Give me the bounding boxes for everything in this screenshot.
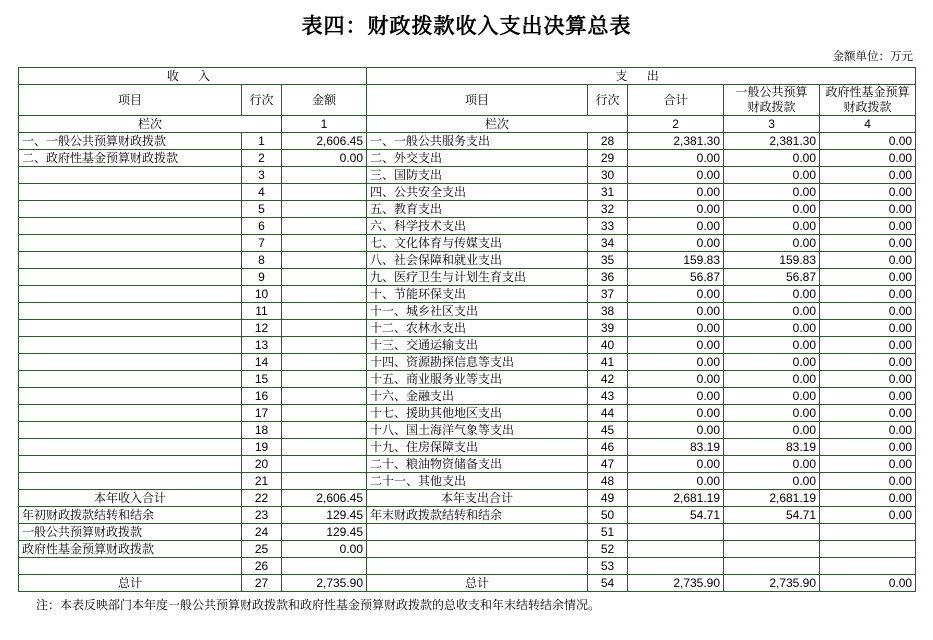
expense-general-cell: 0.00 [724, 337, 820, 354]
income-item-cell [19, 422, 242, 439]
expense-total-cell: 159.83 [628, 252, 724, 269]
expense-rowno-cell: 49 [588, 490, 628, 507]
income-amount-header: 金额 [282, 85, 367, 116]
income-rowno-cell: 16 [242, 388, 282, 405]
expense-rowno-cell: 52 [588, 541, 628, 558]
expense-total-cell: 0.00 [628, 235, 724, 252]
expense-general-header [724, 85, 820, 116]
expense-fund-cell [820, 541, 916, 558]
expense-rowno-cell: 41 [588, 354, 628, 371]
income-amount-cell: 0.00 [282, 541, 367, 558]
income-item-cell [19, 456, 242, 473]
expense-rowno-cell: 51 [588, 524, 628, 541]
expense-item-cell: 二十、粮油物资储备支出 [367, 456, 588, 473]
expense-total-cell: 0.00 [628, 388, 724, 405]
income-rowno-header: 行次 [242, 85, 282, 116]
expense-total-cell: 0.00 [628, 201, 724, 218]
expense-fund-cell: 0.00 [820, 575, 916, 592]
expense-item-cell: 九、医疗卫生与计划生育支出 [367, 269, 588, 286]
expense-total-cell: 0.00 [628, 456, 724, 473]
table-row [19, 439, 916, 456]
table-row [19, 303, 916, 320]
expense-fund-cell: 0.00 [820, 235, 916, 252]
income-amount-cell [282, 439, 367, 456]
page-title: 表四：财政拨款收入支出决算总表 [301, 14, 632, 38]
table-row [19, 575, 916, 592]
table-row [19, 507, 916, 524]
income-amount-cell [282, 456, 367, 473]
income-item-cell [19, 201, 242, 218]
table-colno-row [19, 116, 916, 133]
expense-general-cell: 159.83 [724, 252, 820, 269]
expense-general-cell: 0.00 [724, 303, 820, 320]
income-rowno-cell: 4 [242, 184, 282, 201]
expense-general-cell: 0.00 [724, 286, 820, 303]
income-amount-cell [282, 184, 367, 201]
expense-item-cell: 十四、资源勘探信息等支出 [367, 354, 588, 371]
income-rowno-cell: 24 [242, 524, 282, 541]
expense-total-cell: 0.00 [628, 184, 724, 201]
income-rowno-cell: 22 [242, 490, 282, 507]
expense-total-cell: 0.00 [628, 405, 724, 422]
expense-total-cell: 83.19 [628, 439, 724, 456]
expense-total-cell: 0.00 [628, 422, 724, 439]
income-amount-cell [282, 252, 367, 269]
income-amount-cell [282, 201, 367, 218]
expense-item-cell: 十三、交通运输支出 [367, 337, 588, 354]
income-amount-cell: 2,606.45 [282, 490, 367, 507]
income-rowno-cell: 18 [242, 422, 282, 439]
income-rowno-cell: 10 [242, 286, 282, 303]
expense-total-cell: 2,681.19 [628, 490, 724, 507]
expense-fund-cell: 0.00 [820, 422, 916, 439]
expense-fund-cell: 0.00 [820, 490, 916, 507]
income-amount-cell [282, 473, 367, 490]
table-row [19, 490, 916, 507]
expense-item-cell: 十一、城乡社区支出 [367, 303, 588, 320]
income-item-cell: 二、政府性基金预算财政拨款 [19, 150, 242, 167]
expense-total-cell: 2,735.90 [628, 575, 724, 592]
income-amount-cell [282, 388, 367, 405]
expense-item-cell [367, 558, 588, 575]
expense-colno-3: 3 [724, 116, 820, 133]
table-row [19, 456, 916, 473]
expense-general-cell: 0.00 [724, 388, 820, 405]
expense-rowno-cell: 47 [588, 456, 628, 473]
expense-fund-cell: 0.00 [820, 456, 916, 473]
income-amount-cell [282, 405, 367, 422]
income-rowno-cell: 11 [242, 303, 282, 320]
income-amount-cell: 0.00 [282, 150, 367, 167]
expense-general-cell: 56.87 [724, 269, 820, 286]
expense-rowno-cell: 38 [588, 303, 628, 320]
income-rowno-cell: 15 [242, 371, 282, 388]
income-item-cell [19, 235, 242, 252]
income-rowno-cell: 27 [242, 575, 282, 592]
expense-item-header: 项目 [367, 85, 588, 116]
table-row [19, 201, 916, 218]
expense-general-cell: 0.00 [724, 354, 820, 371]
expense-general-cell: 0.00 [724, 167, 820, 184]
expense-general-cell: 0.00 [724, 473, 820, 490]
expense-general-cell [724, 541, 820, 558]
expense-total-cell: 0.00 [628, 150, 724, 167]
expense-total-cell: 0.00 [628, 354, 724, 371]
income-item-cell [19, 184, 242, 201]
table-row [19, 235, 916, 252]
income-amount-cell [282, 337, 367, 354]
expense-item-cell [367, 524, 588, 541]
income-amount-cell: 2,606.45 [282, 133, 367, 150]
expense-rowno-cell: 45 [588, 422, 628, 439]
income-amount-cell [282, 218, 367, 235]
expense-total-cell: 0.00 [628, 473, 724, 490]
expense-colno-2: 2 [628, 116, 724, 133]
expense-fund-cell: 0.00 [820, 269, 916, 286]
expense-fund-cell: 0.00 [820, 286, 916, 303]
income-item-cell [19, 405, 242, 422]
expense-item-cell: 八、社会保障和就业支出 [367, 252, 588, 269]
expense-total-cell [628, 558, 724, 575]
table-row [19, 405, 916, 422]
expense-item-cell: 二十一、其他支出 [367, 473, 588, 490]
income-rowno-cell: 14 [242, 354, 282, 371]
expense-general-header-line2: 财政拨款 [747, 100, 796, 114]
expense-general-cell: 0.00 [724, 184, 820, 201]
expense-general-cell: 2,681.19 [724, 490, 820, 507]
expense-rowno-cell: 40 [588, 337, 628, 354]
expense-fund-cell [820, 558, 916, 575]
expense-rowno-cell: 31 [588, 184, 628, 201]
income-amount-cell [282, 286, 367, 303]
expense-fund-header-line2: 财政拨款 [843, 100, 892, 114]
income-amount-cell [282, 320, 367, 337]
income-amount-cell [282, 269, 367, 286]
income-item-cell [19, 558, 242, 575]
income-amount-cell: 2,735.90 [282, 575, 367, 592]
expense-item-cell: 六、科学技术支出 [367, 218, 588, 235]
income-rowno-cell: 12 [242, 320, 282, 337]
income-item-cell [19, 167, 242, 184]
expense-item-cell: 三、国防支出 [367, 167, 588, 184]
expense-general-cell: 2,381.30 [724, 133, 820, 150]
expense-general-cell: 0.00 [724, 201, 820, 218]
expense-item-cell: 十八、国土海洋气象等支出 [367, 422, 588, 439]
budget-table [18, 67, 916, 592]
expense-total-cell: 0.00 [628, 167, 724, 184]
income-amount-cell [282, 167, 367, 184]
expense-colno-label: 栏次 [367, 116, 628, 133]
income-item-cell [19, 337, 242, 354]
expense-colno-4: 4 [820, 116, 916, 133]
expense-item-cell: 十五、商业服务业等支出 [367, 371, 588, 388]
expense-item-cell: 二、外交支出 [367, 150, 588, 167]
income-item-cell [19, 320, 242, 337]
income-item-cell [19, 269, 242, 286]
table-row [19, 337, 916, 354]
expense-rowno-cell: 37 [588, 286, 628, 303]
income-colno-label: 栏次 [19, 116, 282, 133]
expense-general-cell: 83.19 [724, 439, 820, 456]
table-row [19, 422, 916, 439]
expense-item-cell: 十六、金融支出 [367, 388, 588, 405]
expense-general-cell: 54.71 [724, 507, 820, 524]
expense-total-cell: 0.00 [628, 371, 724, 388]
table-row [19, 388, 916, 405]
expense-fund-cell: 0.00 [820, 320, 916, 337]
expense-general-cell: 0.00 [724, 456, 820, 473]
income-item-header: 项目 [19, 85, 242, 116]
income-rowno-cell: 21 [242, 473, 282, 490]
expense-item-cell: 十九、住房保障支出 [367, 439, 588, 456]
income-rowno-cell: 19 [242, 439, 282, 456]
income-rowno-cell: 9 [242, 269, 282, 286]
expense-fund-cell: 0.00 [820, 371, 916, 388]
income-amount-cell [282, 371, 367, 388]
income-rowno-cell: 5 [242, 201, 282, 218]
expense-rowno-cell: 42 [588, 371, 628, 388]
expense-fund-cell: 0.00 [820, 337, 916, 354]
expense-fund-cell: 0.00 [820, 184, 916, 201]
expense-total-header: 合计 [628, 85, 724, 116]
income-item-cell [19, 218, 242, 235]
expense-total-cell: 56.87 [628, 269, 724, 286]
expense-general-cell: 0.00 [724, 371, 820, 388]
expense-rowno-cell: 30 [588, 167, 628, 184]
table-row [19, 133, 916, 150]
income-item-cell: 一、一般公共预算财政拨款 [19, 133, 242, 150]
expense-item-cell: 十、节能环保支出 [367, 286, 588, 303]
table-row [19, 218, 916, 235]
income-item-cell [19, 439, 242, 456]
income-colno-1: 1 [282, 116, 367, 133]
income-item-cell [19, 388, 242, 405]
expense-fund-cell: 0.00 [820, 133, 916, 150]
expense-rowno-cell: 33 [588, 218, 628, 235]
expense-rowno-cell: 43 [588, 388, 628, 405]
expense-item-cell: 五、教育支出 [367, 201, 588, 218]
income-item-cell [19, 354, 242, 371]
table-row [19, 524, 916, 541]
income-rowno-cell: 17 [242, 405, 282, 422]
expense-fund-header [820, 85, 916, 116]
income-rowno-cell: 26 [242, 558, 282, 575]
expense-general-cell: 0.00 [724, 150, 820, 167]
income-amount-cell [282, 235, 367, 252]
income-rowno-cell: 23 [242, 507, 282, 524]
expense-general-cell: 0.00 [724, 405, 820, 422]
income-rowno-cell: 1 [242, 133, 282, 150]
expense-general-cell: 0.00 [724, 235, 820, 252]
table-row [19, 184, 916, 201]
income-rowno-cell: 7 [242, 235, 282, 252]
table-row [19, 150, 916, 167]
expense-general-header-line1: 一般公共预算 [735, 85, 808, 99]
expense-item-cell: 本年支出合计 [367, 490, 588, 507]
expense-rowno-cell: 48 [588, 473, 628, 490]
income-rowno-cell: 13 [242, 337, 282, 354]
expense-rowno-cell: 39 [588, 320, 628, 337]
table-row [19, 473, 916, 490]
expense-item-cell [367, 541, 588, 558]
expense-total-cell: 0.00 [628, 303, 724, 320]
expense-item-cell: 十二、农林水支出 [367, 320, 588, 337]
expense-rowno-cell: 50 [588, 507, 628, 524]
expense-general-cell: 0.00 [724, 218, 820, 235]
expense-general-cell [724, 524, 820, 541]
income-amount-cell: 129.45 [282, 524, 367, 541]
expense-band-header: 支 出 [367, 68, 916, 85]
expense-total-cell: 2,381.30 [628, 133, 724, 150]
income-rowno-cell: 2 [242, 150, 282, 167]
table-row [19, 252, 916, 269]
income-item-cell [19, 303, 242, 320]
table-row [19, 269, 916, 286]
income-band-header: 收 入 [19, 68, 367, 85]
expense-fund-cell: 0.00 [820, 473, 916, 490]
expense-rowno-cell: 46 [588, 439, 628, 456]
expense-fund-header-line1: 政府性基金预算 [825, 85, 910, 99]
expense-rowno-cell: 54 [588, 575, 628, 592]
expense-item-cell: 十七、援助其他地区支出 [367, 405, 588, 422]
expense-fund-cell: 0.00 [820, 405, 916, 422]
income-rowno-cell: 25 [242, 541, 282, 558]
table-row [19, 558, 916, 575]
income-amount-cell [282, 354, 367, 371]
expense-total-cell [628, 524, 724, 541]
expense-total-cell: 0.00 [628, 320, 724, 337]
income-amount-cell [282, 558, 367, 575]
expense-item-cell: 七、文化体育与传媒支出 [367, 235, 588, 252]
expense-rowno-cell: 34 [588, 235, 628, 252]
expense-fund-cell: 0.00 [820, 201, 916, 218]
expense-fund-cell: 0.00 [820, 150, 916, 167]
expense-item-cell: 年末财政拨款结转和结余 [367, 507, 588, 524]
expense-rowno-cell: 32 [588, 201, 628, 218]
expense-fund-cell: 0.00 [820, 439, 916, 456]
income-item-cell [19, 252, 242, 269]
table-row [19, 320, 916, 337]
table-note: 注：本表反映部门本年度一般公共预算财政拨款和政府性基金预算财政拨款的总收支和年末结转结余情况。 [36, 598, 601, 612]
expense-fund-cell: 0.00 [820, 252, 916, 269]
expense-total-cell: 0.00 [628, 337, 724, 354]
expense-fund-cell: 0.00 [820, 388, 916, 405]
expense-item-cell: 四、公共安全支出 [367, 184, 588, 201]
expense-item-cell: 一、一般公共服务支出 [367, 133, 588, 150]
expense-rowno-cell: 28 [588, 133, 628, 150]
income-rowno-cell: 3 [242, 167, 282, 184]
expense-total-cell [628, 541, 724, 558]
expense-general-cell [724, 558, 820, 575]
table-row [19, 541, 916, 558]
expense-general-cell: 0.00 [724, 320, 820, 337]
income-amount-cell [282, 422, 367, 439]
table-row [19, 354, 916, 371]
income-item-cell: 政府性基金预算财政拨款 [19, 541, 242, 558]
income-item-cell: 一般公共预算财政拨款 [19, 524, 242, 541]
expense-fund-cell: 0.00 [820, 218, 916, 235]
expense-total-cell: 54.71 [628, 507, 724, 524]
expense-total-cell: 0.00 [628, 218, 724, 235]
amount-unit-label: 金额单位：万元 [832, 51, 913, 63]
expense-rowno-cell: 53 [588, 558, 628, 575]
income-amount-cell: 129.45 [282, 507, 367, 524]
expense-fund-cell [820, 524, 916, 541]
expense-fund-cell: 0.00 [820, 507, 916, 524]
expense-rowno-cell: 44 [588, 405, 628, 422]
expense-rowno-cell: 36 [588, 269, 628, 286]
income-item-cell [19, 371, 242, 388]
income-rowno-cell: 20 [242, 456, 282, 473]
expense-item-cell: 总计 [367, 575, 588, 592]
income-item-cell [19, 473, 242, 490]
expense-fund-cell: 0.00 [820, 167, 916, 184]
income-item-cell: 总计 [19, 575, 242, 592]
income-amount-cell [282, 303, 367, 320]
expense-fund-cell: 0.00 [820, 303, 916, 320]
expense-general-cell: 2,735.90 [724, 575, 820, 592]
income-item-cell: 本年收入合计 [19, 490, 242, 507]
table-header-row [19, 85, 916, 116]
table-row [19, 371, 916, 388]
income-item-cell: 年初财政拨款结转和结余 [19, 507, 242, 524]
expense-fund-cell: 0.00 [820, 354, 916, 371]
income-rowno-cell: 6 [242, 218, 282, 235]
income-item-cell [19, 286, 242, 303]
expense-rowno-cell: 35 [588, 252, 628, 269]
table-band-row [19, 68, 916, 85]
income-rowno-cell: 8 [242, 252, 282, 269]
expense-total-cell: 0.00 [628, 286, 724, 303]
table-row [19, 167, 916, 184]
expense-general-cell: 0.00 [724, 422, 820, 439]
expense-rowno-header: 行次 [588, 85, 628, 116]
expense-rowno-cell: 29 [588, 150, 628, 167]
table-row [19, 286, 916, 303]
